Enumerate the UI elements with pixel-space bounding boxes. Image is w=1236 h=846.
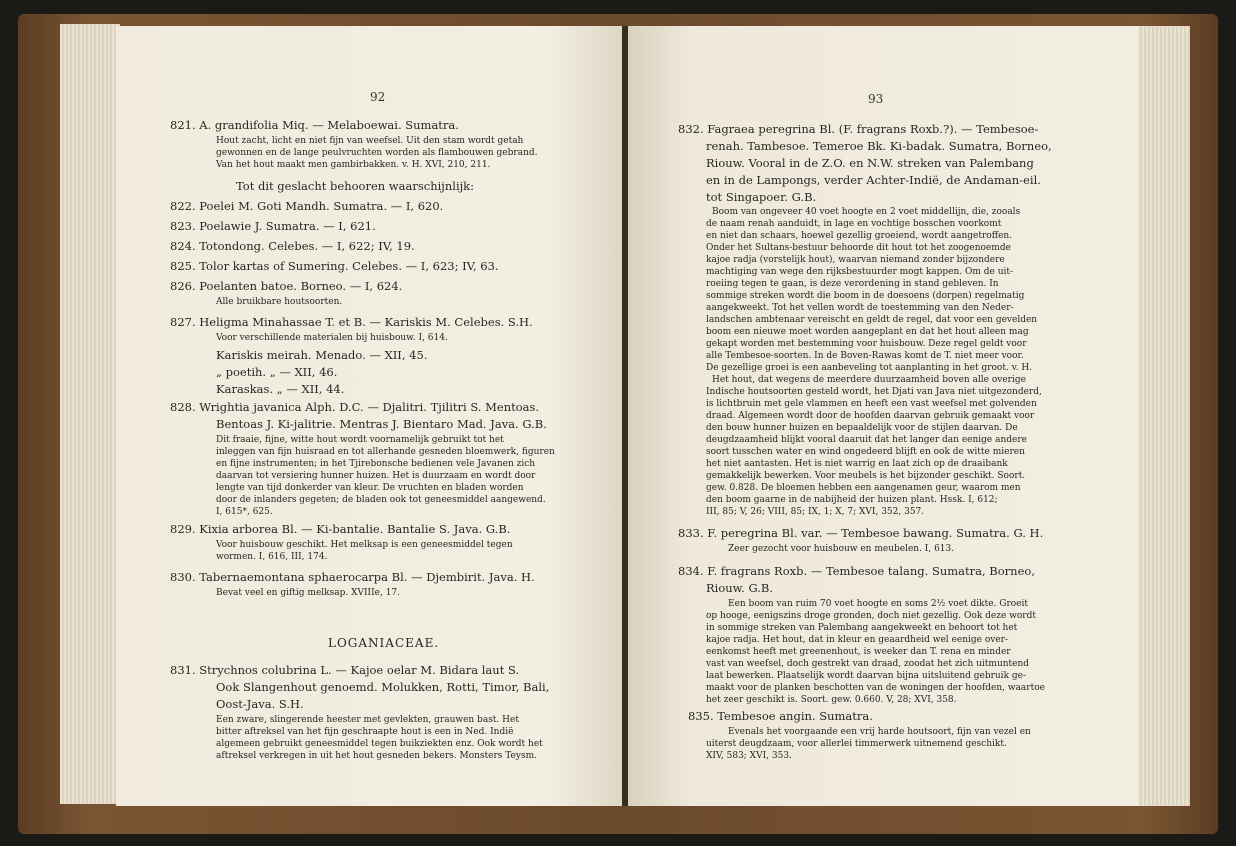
text-line: en fijne instrumenten; in het Tjirebonsche bedienen vele Javanen zich [216,459,536,469]
text-line: „ poetih. „ — XII, 46. [216,365,338,379]
text-line: III, 85; V, 26; VIII, 85; IX, 1; X, 7; XVI, 352, 357. [706,507,925,517]
entry-830: 830. Tabernaemontana sphaerocarpa Bl. — Djembirit. Java. H. [170,570,535,584]
text-line: Riouw. Vooral in de Z.O. en N.W. streken van Palembang [706,156,1034,170]
text-line: en in de Lampongs, verder Achter-Indië, de Andaman-eil. [706,173,1041,187]
entry-832: 832. Fagraea peregrina Bl. (F. fragrans Roxb.?). — Tembesoe- [678,122,1039,136]
text-line: Kariskis meirah. Menado. — XII, 45. [216,348,428,362]
entry-825: 825. Tolor kartas of Sumering. Celebes. — I, 623; IV, 63. [170,259,499,273]
entry-835: 835. Tembesoe angin. Sumatra. [688,709,873,723]
text-line: De gezellige groei is een aanbeveling tot aanplanting in het groot. v. H. [706,363,1033,373]
text-line: Tot dit geslacht behooren waarschijnlijk: [236,179,475,193]
text-line: Een boom van ruim 70 voet hoogte en soms 2½ voet dikte. Groeit [728,599,1028,609]
text-line: wormen. I, 616, III, 174. [216,552,328,562]
text-line: aftreksel verkregen in uit het hout gesneden bekers. Monsters Teysm. [216,751,537,761]
text-line: gekapt worden met bestemming voor huisbouw. Deze regel geldt voor [706,339,1027,349]
page-edges-left [60,24,120,804]
text-line: gemakkelijk bewerken. Voor meubels is het bijzonder geschikt. Soort. [706,471,1026,481]
page-number: 92 [370,90,386,104]
text-line: Zeer gezocht voor huisbouw en meubelen. I, 613. [728,544,955,554]
text-line: kajoe radja. Het hout, dat in kleur en geaardheid wel eenige over- [706,635,1008,645]
text-line: boom een nieuwe moet worden aangeplant en dat het hout alleen mag [706,327,1029,337]
text-line: uiterst deugdzaam, voor allerlei timmerwerk uitnemend geschikt. [706,739,1007,749]
text-line: sommige streken wordt die boom in de doesoens (dorpen) regelmatig [706,291,1025,301]
text-line: draad. Algemeen wordt door de hoofden daarvan gebruik gemaakt voor [706,411,1035,421]
text-line: Voor verschillende materialen bij huisbouw. I, 614. [216,333,448,343]
text-line: inleggen van fijn huisraad en tot allerhande gesneden bloemwerk, figuren [216,447,555,457]
entry-823: 823. Poelawie J. Sumatra. — I, 621. [170,219,376,233]
text-line: en niet dan schaars, hoewel gezellig groeiend, wordt aangetroffen. [706,231,1013,241]
text-line: Karaskas. „ — XII, 44. [216,382,345,396]
text-line: Dit fraaie, fijne, witte hout wordt voornamelijk gebruikt tot het [216,435,504,445]
text-line: in sommige streken van Palembang aangekweekt en behoort tot het [706,623,1018,633]
text-line: is lichtbruin met gele vlammen en heeft een vast weefsel met golvenden [706,399,1037,409]
text-line: Bentoas J. Ki-jalitrie. Mentras J. Bientaro Mad. Java. G.B. [216,417,547,431]
text-line: Het hout, dat wegens de meerdere duurzaamheid boven alle overige [712,375,1026,385]
page-number: 93 [868,92,884,106]
text-line: aangekweekt. Tot het vellen wordt de toestemming van den Neder- [706,303,1014,313]
entry-821: 821. A. grandifolia Miq. — Melaboewai. Sumatra. [170,118,459,132]
text-line: bitter aftreksel van het fijn geschraapte hout is een in Ned. Indië [216,727,514,737]
text-line: de naam renah aanduidt, in lage en vochtige bosschen voorkomt [706,219,1002,229]
text-line: algemeen gebruikt geneesmiddel tegen buikziekten enz. Ook wordt het [216,739,543,749]
text-line: Boom van ongeveer 40 voet hoogte en 2 voet middellijn, die, zooals [712,207,1021,217]
text-line: machtiging van wege den rijksbestuurder mogt kappen. Om de uit- [706,267,1014,277]
text-line: gewonnen en de lange peulvruchten worden als flambouwen gebrand. [216,148,538,158]
text-line: Hout zacht, licht en niet fijn van weefsel. Uit den stam wordt getah [216,136,524,146]
text-line: eenkomst heeft met greenenhout, is weeker dan T. rena en minder [706,647,1011,657]
text-line: deugdzaamheid blijkt vooral daaruit dat het langer dan eenige andere [706,435,1027,445]
text-line: op hooge, eenigszins droge gronden, doch niet gezellig. Ook deze wordt [706,611,1036,621]
text-line: Een zware, slingerende heester met gevlekten, grauwen bast. Het [216,715,519,725]
entry-833: 833. F. peregrina Bl. var. — Tembesoe bawang. Sumatra. G. H. [678,526,1044,540]
text-line: laat bewerken. Plaatselijk wordt daarvan bijna uitsluitend gebruik ge- [706,671,1027,681]
entry-828: 828. Wrightia javanica Alph. D.C. — Djalitri. Tjilitri S. Mentoas. [170,400,540,414]
text-line: Voor huisbouw geschikt. Het melksap is een geneesmiddel tegen [216,540,513,550]
text-line: daarvan tot versiering hunner huizen. Het is duurzaam en wordt door [216,471,536,481]
text-line: I, 615*, 625. [216,507,273,517]
text-line: Oost-Java. S.H. [216,697,304,711]
text-line: soort tusschen water en wind ongedeerd blijft en ook de witte mieren [706,447,1025,457]
text-line: alle Tembesoe-soorten. In de Boven-Rawas komt de T. niet meer voor. [706,351,1024,361]
page-edges-right [1134,26,1190,806]
text-line: lengte van tijd donkerder van kleur. De vruchten en bladen worden [216,483,524,493]
left-page [116,26,626,806]
text-line: kajoe radja (vorstelijk hout), waarvan niemand zonder bijzondere [706,255,1005,265]
text-line: den bouw hunner huizen en bepaaldelijk voor de stijlen daarvan. De [706,423,1018,433]
text-line: Onder het Sultans-bestuur behoorde dit hout tot het zoogenoemde [706,243,1011,253]
text-line: renah. Tambesoe. Temeroe Bk. Ki-badak. Sumatra, Borneo, [706,139,1052,153]
entry-827: 827. Heligma Minahassae T. et B. — Kariskis M. Celebes. S.H. [170,315,533,329]
text-line: Indische houtsoorten gesteld wordt, het Djati van Java niet uitgezonderd, [706,387,1042,397]
text-line: het niet aantasten. Het is niet warrig en laat zich op de draaibank [706,459,1008,469]
text-line: gew. 0.828. De bloemen hebben een aangenamen geur, waarom men [706,483,1021,493]
entry-829: 829. Kixia arborea Bl. — Ki-bantalie. Bantalie S. Java. G.B. [170,522,511,536]
text-line: Riouw. G.B. [706,581,773,595]
section-heading: LOGANIACEAE. [328,636,440,650]
text-line: XIV, 583; XVI, 353. [706,751,792,761]
entry-824: 824. Totondong. Celebes. — I, 622; IV, 19. [170,239,415,253]
entry-834: 834. F. fragrans Roxb. — Tembesoe talang. Sumatra, Borneo, [678,564,1035,578]
right-page [628,26,1138,806]
text-line: den boom gaarne in de nabijheid der huizen plant. Hssk. I, 612; [706,495,998,505]
text-line: vast van weefsel, doch gestrekt van draad, zoodat het zich uitmuntend [706,659,1030,669]
text-line: roeiing tegen te gaan, is deze verordening in stand gebleven. In [706,279,999,289]
text-line: Alle bruikbare houtsoorten. [216,297,343,307]
text-line: Bevat veel en giftig melksap. XVIIIe, 17. [216,588,401,598]
text-line: Ook Slangenhout genoemd. Molukken, Rotti, Timor, Bali, [216,680,550,694]
text-line: Evenals het voorgaande een vrij harde houtsoort, fijn van vezel en [728,727,1031,737]
text-line: door de inlanders gegeten; de bladen ook tot geneesmiddel aangewend. [216,495,546,505]
entry-822: 822. Poelei M. Goti Mandh. Sumatra. — I, 620. [170,199,444,213]
text-line: landschen ambtenaar vereischt en geldt de regel, dat voor een gevelden [706,315,1038,325]
text-line: het zeer geschikt is. Soort. gew. 0.660. V, 28; XVI, 358. [706,695,957,705]
entry-826: 826. Poelanten batoe. Borneo. — I, 624. [170,279,403,293]
text-line: Van het hout maakt men gambirbakken. v. H. XVI, 210, 211. [216,160,491,170]
text-line: tot Singapoer. G.B. [706,190,817,204]
text-line: maakt voor de planken beschotten van de woningen der hoofden, waartoe [706,683,1045,693]
entry-831: 831. Strychnos colubrina L. — Kajoe oelar M. Bidara laut S. [170,663,520,677]
